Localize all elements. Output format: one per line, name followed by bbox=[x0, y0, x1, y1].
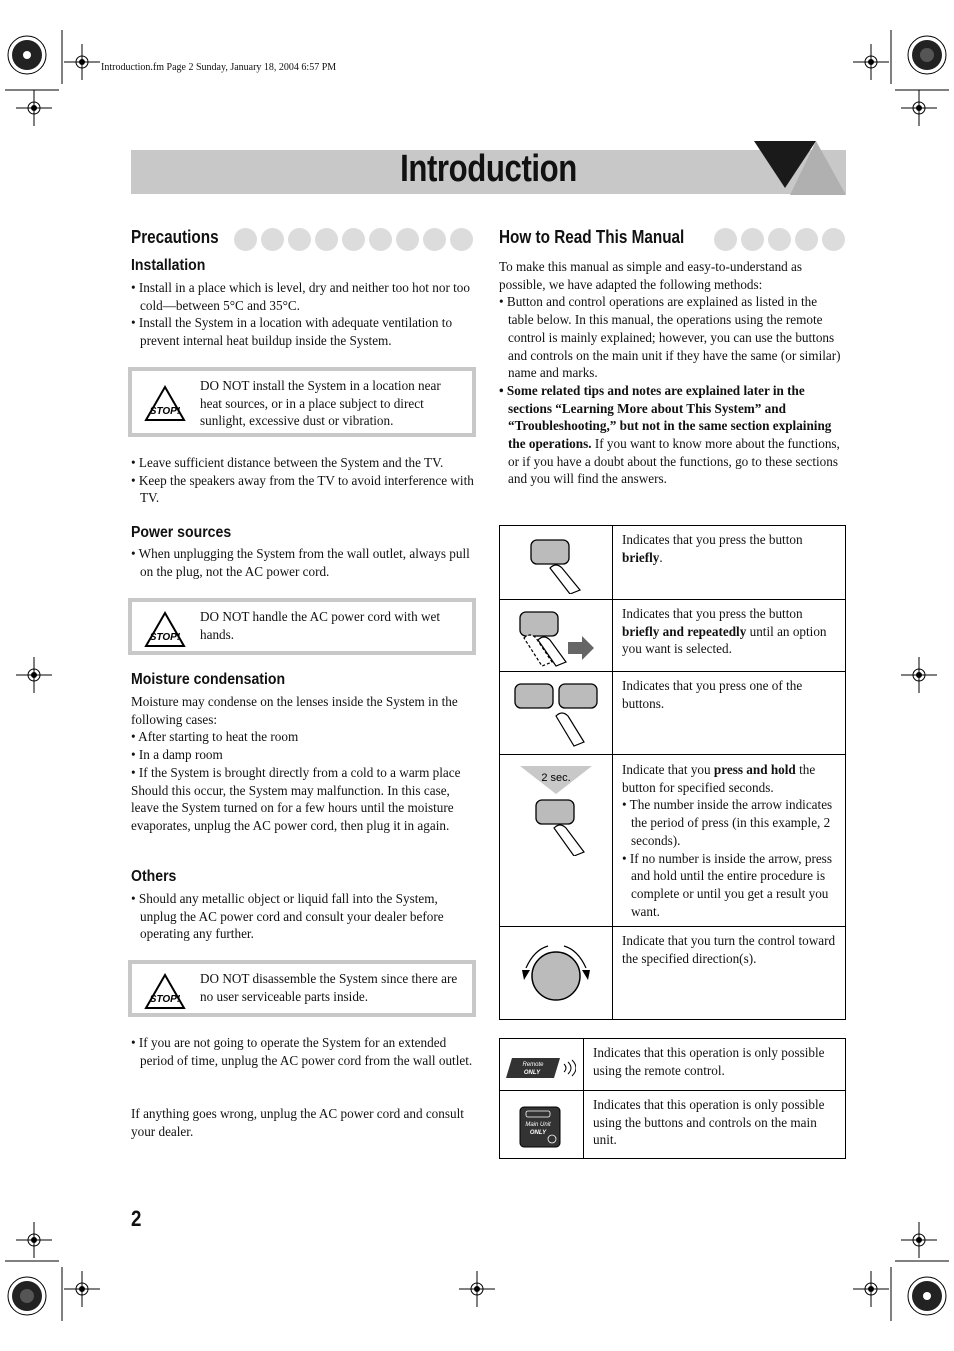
moisture-section bbox=[131, 693, 479, 835]
registration-starburst-top-left bbox=[8, 36, 46, 74]
list-item: • If you are not going to operate the System for an extended period of time, unplug the AC power cord from the wall outlet. bbox=[131, 1035, 473, 1068]
table-cell-press-repeatedly: Indicates that you press the button briefly and repeatedly until an option you want is selected. bbox=[622, 606, 827, 657]
list-item: • In a damp room bbox=[131, 747, 223, 763]
table-cell-press-and-hold: Indicate that you press and hold the button for specified seconds. • The number inside the arrow indicates the period of press (in this example, 2 seconds). • If no number is inside the arrow, press and hold until the entire procedure is complete or until you get a result you want. bbox=[622, 761, 840, 920]
installation-list-2 bbox=[131, 454, 476, 507]
svg-text:ONLY: ONLY bbox=[529, 1130, 547, 1136]
moisture-outro: Should this occur, the System may malfunction. In this case, leave the System turned on for a few hours until the moisture evaporates, unplug the AC power cord, then plug it in again. bbox=[131, 782, 454, 833]
press-and-hold-icon bbox=[518, 764, 598, 856]
list-item: • Install in a place which is level, dry and neither too hot nor too cold—between 5°C and 35°C. bbox=[131, 280, 470, 313]
list-item: • Keep the speakers away from the TV to avoid interference with TV. bbox=[131, 472, 474, 506]
registration-starburst-top-right bbox=[908, 36, 946, 74]
button-operations-table bbox=[499, 525, 846, 1020]
stop-hand-icon bbox=[144, 973, 186, 1011]
warning-text: DO NOT handle the AC power cord with wet hands. bbox=[200, 609, 441, 642]
how-to-read-heading: How to Read This Manual bbox=[499, 227, 688, 248]
precautions-dots bbox=[234, 228, 473, 251]
list-item: • Button and control operations are explained as listed in the table below. In this manual, the operations using the remote control is mainly explained; however, you can use the buttons and controls on the main unit if they have the same (or similar) name and marks. bbox=[499, 294, 841, 381]
svg-text:Main Unit: Main Unit bbox=[525, 1122, 551, 1128]
bold-note: • Some related tips and notes are explained later in the sections “Learning More about This System” and “Troubleshooting,” but not in the same section explaining the operations. bbox=[499, 382, 832, 452]
table-cell-main-unit-only: Indicates that this operation is only possible using the buttons and controls on the main unit. bbox=[593, 1097, 825, 1148]
list-item: • When unplugging the System from the wall outlet, always pull on the plug, not the AC power cord. bbox=[131, 546, 470, 579]
others-list bbox=[131, 890, 476, 943]
rotary-control-icon bbox=[518, 938, 598, 1012]
svg-text:ONLY: ONLY bbox=[523, 1070, 541, 1076]
list-item: • Install the System in a location with adequate ventilation to prevent internal heat buildup inside the System. bbox=[131, 315, 453, 349]
warning-box-installation bbox=[128, 367, 476, 437]
registration-starburst-bottom-left bbox=[8, 1277, 46, 1315]
moisture-intro: Moisture may condense on the lenses inside the System in the following cases: bbox=[131, 694, 458, 727]
svg-text:STOP!: STOP! bbox=[149, 632, 181, 643]
press-one-of-buttons-icon bbox=[512, 682, 602, 748]
others-heading: Others bbox=[131, 868, 177, 885]
table-cell-press-one: Indicates that you press one of the buttons. bbox=[622, 678, 803, 711]
warning-text: DO NOT install the System in a location near heat sources, or in a place subject to direct sunlight, excessive dust or vibration. bbox=[200, 378, 441, 429]
page-number: 2 bbox=[131, 1206, 142, 1231]
power-list bbox=[131, 545, 476, 580]
registration-starburst-bottom-right bbox=[908, 1277, 946, 1315]
file-info-header: Introduction.fm Page 2 Sunday, January 18, 2004 6:57 PM bbox=[101, 62, 337, 73]
note-rest: If you want to know more about the functions, or if you have a doubt about the functions, go to these sections and you will find the answers. bbox=[508, 436, 840, 487]
list-item: • After starting to heat the room bbox=[131, 729, 299, 745]
stop-hand-icon bbox=[144, 385, 186, 423]
svg-text:STOP!: STOP! bbox=[149, 994, 181, 1005]
page-title: Introduction bbox=[400, 148, 577, 190]
table-cell-remote-only: Indicates that this operation is only possible using the remote control. bbox=[593, 1045, 825, 1078]
warning-text: DO NOT disassemble the System since there are no user serviceable parts inside. bbox=[200, 971, 458, 1004]
intro-paragraph: To make this manual as simple and easy-to-understand as possible, we have adapted the following methods: bbox=[499, 259, 803, 292]
operation-source-table bbox=[499, 1038, 846, 1159]
installation-heading: Installation bbox=[131, 257, 206, 274]
table-cell-turn-control: Indicate that you turn the control toward the specified direction(s). bbox=[622, 933, 836, 966]
remote-only-icon bbox=[506, 1056, 576, 1080]
precautions-heading: Precautions bbox=[131, 227, 222, 248]
press-briefly-icon bbox=[528, 538, 584, 594]
svg-text:2 sec.: 2 sec. bbox=[541, 772, 571, 784]
list-item: • Leave sufficient distance between the System and the TV. bbox=[131, 455, 444, 470]
list-item: • If the System is brought directly from a cold to a warm place bbox=[131, 764, 461, 780]
others-list-2 bbox=[131, 1034, 476, 1069]
moisture-heading: Moisture condensation bbox=[131, 671, 286, 688]
manual-dots bbox=[714, 228, 845, 251]
press-repeatedly-icon bbox=[516, 610, 598, 668]
svg-text:Remote: Remote bbox=[522, 1062, 544, 1068]
how-to-read-section bbox=[499, 258, 846, 488]
installation-list bbox=[131, 279, 476, 350]
list-item bbox=[499, 382, 846, 488]
warning-box-others bbox=[128, 960, 476, 1017]
closing-text: If anything goes wrong, unplug the AC power cord and consult your dealer. bbox=[131, 1106, 464, 1139]
table-cell-press-briefly: Indicates that you press the button briefly. bbox=[622, 532, 803, 565]
list-item: • Should any metallic object or liquid fall into the System, unplug the AC power cord and consult your dealer before operating any further. bbox=[131, 891, 444, 942]
warning-box-power bbox=[128, 598, 476, 655]
list-item: • The number inside the arrow indicates the period of press (in this example, 2 seconds). bbox=[622, 797, 833, 848]
main-unit-only-icon bbox=[518, 1105, 562, 1149]
stop-hand-icon bbox=[144, 611, 186, 649]
list-item: • If no number is inside the arrow, press and hold until the entire procedure is complete or until you get a result you want. bbox=[622, 850, 832, 919]
svg-text:STOP!: STOP! bbox=[149, 406, 181, 417]
power-sources-heading: Power sources bbox=[131, 524, 232, 541]
